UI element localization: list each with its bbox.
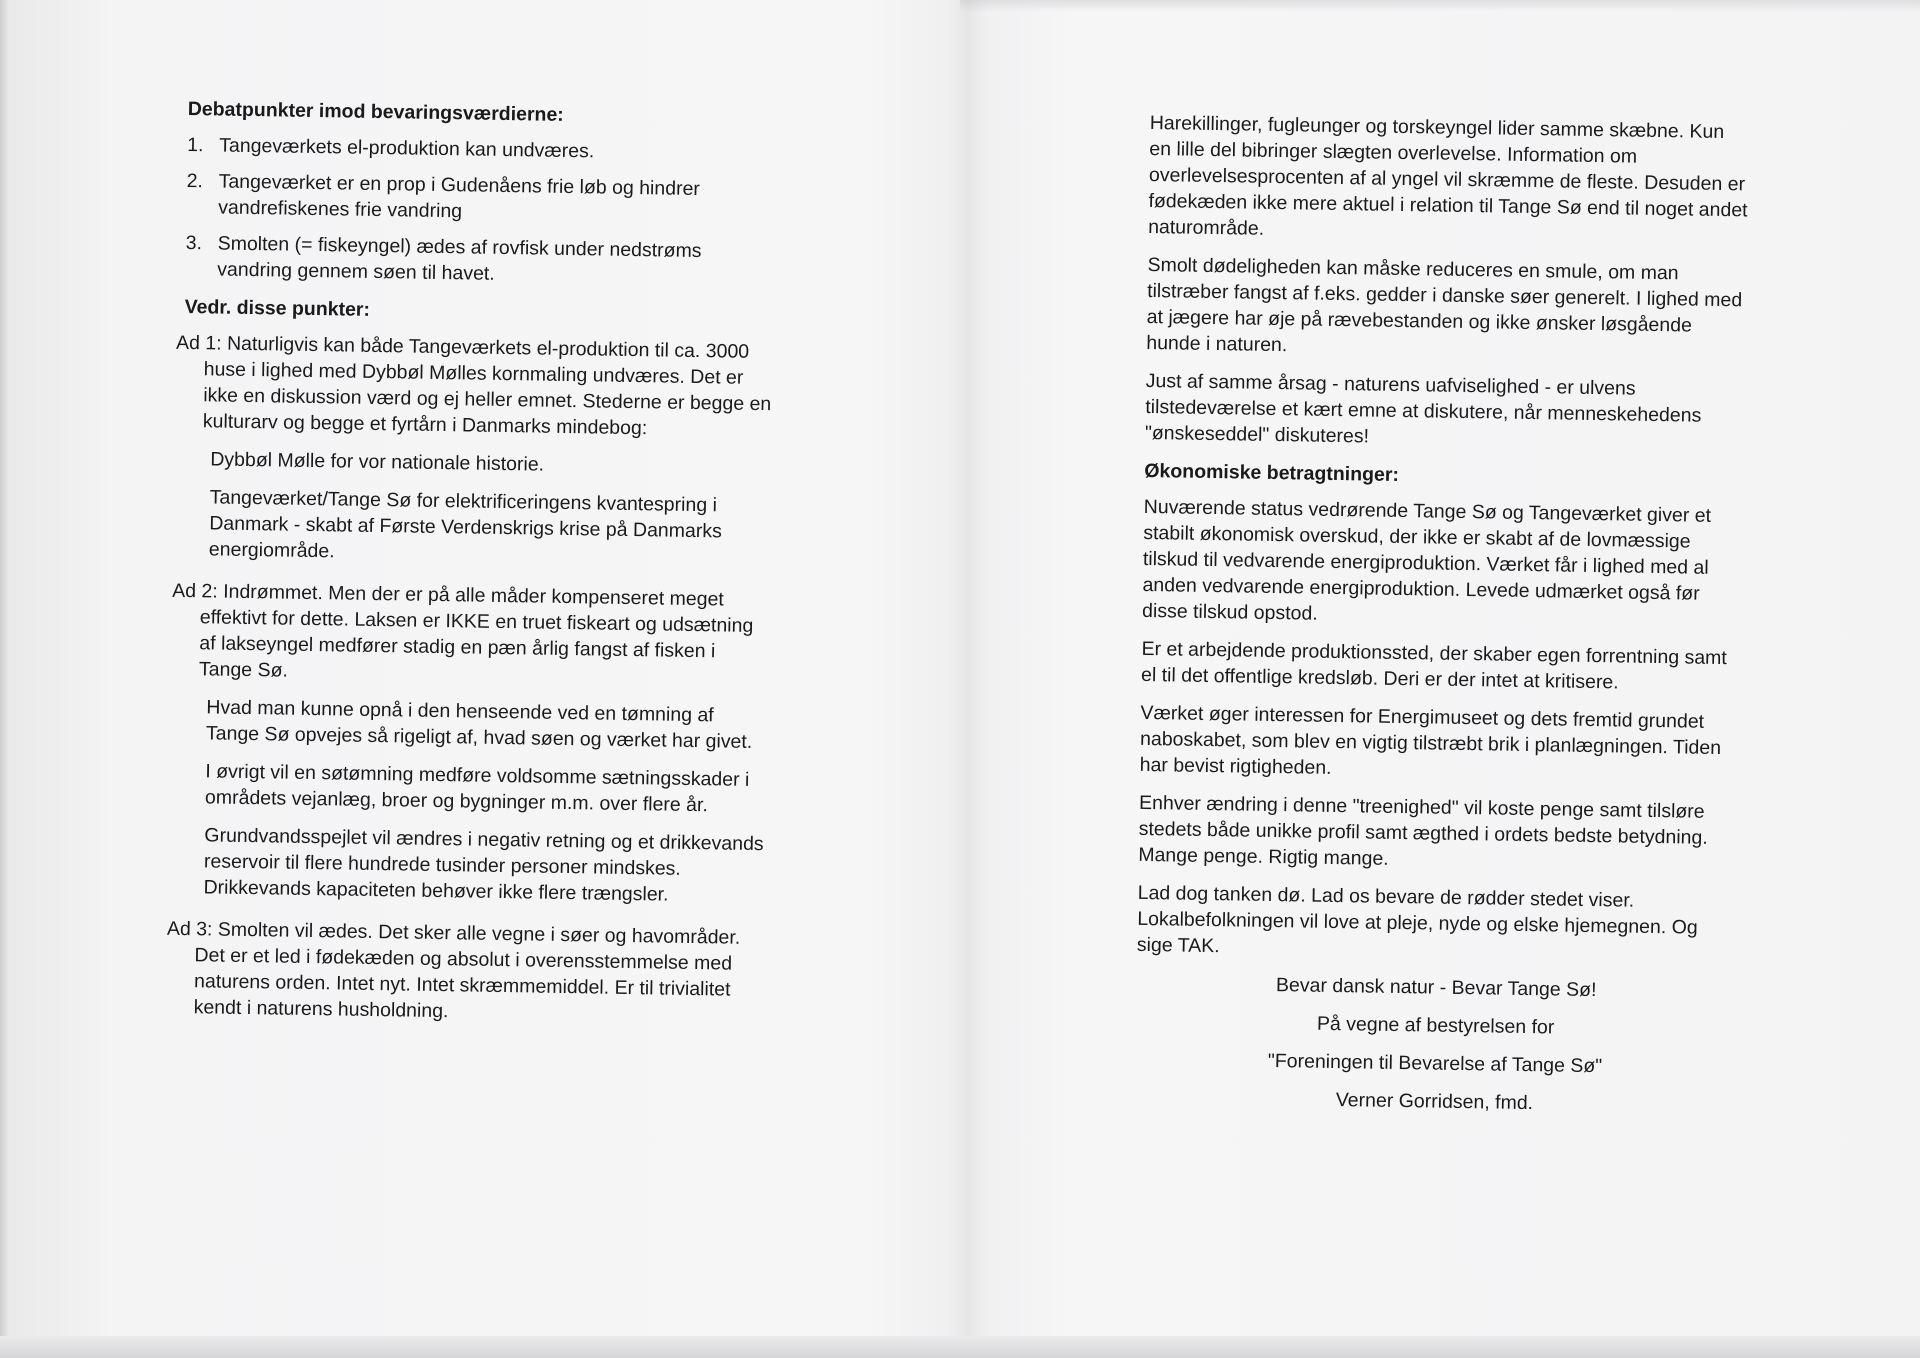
signer-name: Verner Gorridsen, fmd. [1335, 1089, 1534, 1115]
paragraph-fledglings: Harekillinger, fugleunger og torskeyngel lider samme skæbne. Kun en lille del bibringer slægten overlevelse. Information om overlevelsesprocenten af al yngel vil skræmme de fleste. Desuden er fødekæden ikke mere aktuel i relation til Tange Sø end til noget andet naturområde. [1147, 111, 1748, 240]
bottom-edge-shadow [0, 1336, 1920, 1358]
ad2-sub1: Hvad man kunne opnå i den henseende ved en tømning af Tange Sø opvejes så rigeligt af, hvad søen og værket har givet. [205, 696, 753, 753]
ad2-sub3: Grundvandsspejlet vil ændres i negativ retning og et drikkevands reservoir til flere hundrede tusinder personer mindskes. Drikkevands kapaciteten behøver ikke flere trængsler. [203, 824, 764, 906]
paragraph-energy-museum: Værket øger interessen for Energimuseet og dets fremtid grundet naboskabet, som blev en vigtig tilstræbt brik i planlægningen. Tiden har bevist rigtigheden. [1139, 701, 1722, 779]
on-behalf-line: På vegne af bestyrelsen for [1316, 1012, 1555, 1039]
heading-against: Debatpunkter imod bevaringsværdierne: [187, 97, 564, 126]
ad2-paragraph: Ad 2: Indrømmet. Men der er på alle måder kompenseret meget effektivt for dette. Laksen er IKKE en truet fiskeart og udsætning af lakseyngel medfører stadig en pæn årlig fangst af fisken i Tange Sø. [172, 579, 754, 682]
ad1-paragraph: Ad 1: Naturligvis kan både Tangeværkets el-produktion til ca. 3000 huse i lighed med Dybbøl Mølles kornmaling undværes. Det er ikke en diskussion værd og ej heller emnet. Stederne er begge en kulturarv og begge et fyrtårn i Danmarks mindebog: [175, 331, 772, 440]
point-number: 3. [185, 231, 203, 255]
heading-economic: Økonomiske betragtninger: [1144, 459, 1400, 486]
paragraph-smolt-mortality: Smolt dødeligheden kan måske reduceres en smule, om man tilstræber fangst af f.eks. gedder i danske søer generelt. I lighed med at jægere har øje på rævebestanden og ikke ønsker løsgående hunde i naturen. [1146, 253, 1743, 357]
points-list [185, 132, 777, 291]
organization-name: "Foreningen til Bevarelse af Tange Sø" [1267, 1049, 1603, 1078]
paragraph-trinity: Enhver ændring i denne "treenighed" vil koste penge samt tilsløre stedets både unikke profil samt ægthed i ordets bedste betydning. Mange penge. Rigtig mange. [1138, 791, 1708, 870]
left-page [166, 96, 778, 1041]
right-page [1134, 110, 1750, 1131]
paragraph-closing: Lad dog tanken dø. Lad os bevare de rødder stedet viser. Lokalbefolkningen vil love at pleje, nyde og elske hjemegnen. Og sige TAK. [1136, 881, 1698, 958]
top-edge-shadow [960, 0, 1920, 12]
point-text: Tangeværkets el-produktion kan undværes. [219, 134, 595, 163]
ad1-sub1: Dybbøl Mølle for vor nationale historie. [210, 448, 545, 476]
list-item [187, 132, 777, 167]
paragraph-production-site: Er et arbejdende produktionssted, der skaber egen forrentning samt el til det offentlige kredsløb. Deri er der intet at kritisere. [1140, 637, 1727, 694]
point-number: 2. [186, 169, 204, 193]
point-text: Smolten (= fiskeyngel) ædes af rovfisk under nedstrøms vandring gennem søen til havet. [217, 232, 702, 285]
slogan: Bevar dansk natur - Bevar Tange Sø! [1275, 974, 1597, 1002]
ad3-paragraph: Ad 3: Smolten vil ædes. Det sker alle vegne i søer og havområder. Det er et led i fødekæden og absolut i overensstemmelse med naturens orden. Intet nyt. Intet skræmmemiddel. Er til trivialitet kendt i naturens husholdning. [166, 917, 741, 1023]
heading-response: Vedr. disse punkter: [184, 295, 371, 321]
ad1-sub2: Tangeværket/Tange Sø for elektrificeringens kvantespring i Danmark - skabt af Første Verdenskrigs krise på Danmarks energiområde. [208, 486, 722, 563]
paragraph-econ-status: Nuværende status vedrørende Tange Sø og Tangeværket giver et stabilt økonomisk overskud, der ikke er skabt af de lovmæssige tilskud til vedvarende energiproduktion. Værket får i lighed med al anden vedvarende energiproduktion. Levede udmærket også før disse tilskud opstod. [1141, 495, 1712, 625]
ad2-sub2: I øvrigt vil en søtømning medføre voldsomme sætningsskader i områdets vejanlæg, broer og bygninger m.m. over flere år. [204, 760, 750, 817]
paragraph-wolf: Just af samme årsag - naturens uafviselighed - er ulvens tilstedeværelse et kært emne at diskutere, når menneskehedens "ønskeseddel" diskuteres! [1144, 369, 1702, 448]
center-fold [948, 0, 988, 1358]
point-text: Tangeværket er en prop i Gudenåens frie løb og hindrer vandrefiskenes frie vandring [218, 170, 701, 223]
list-item [185, 230, 776, 291]
left-edge-shadow [0, 0, 10, 1358]
list-item [186, 168, 777, 229]
point-number: 1. [187, 133, 204, 157]
